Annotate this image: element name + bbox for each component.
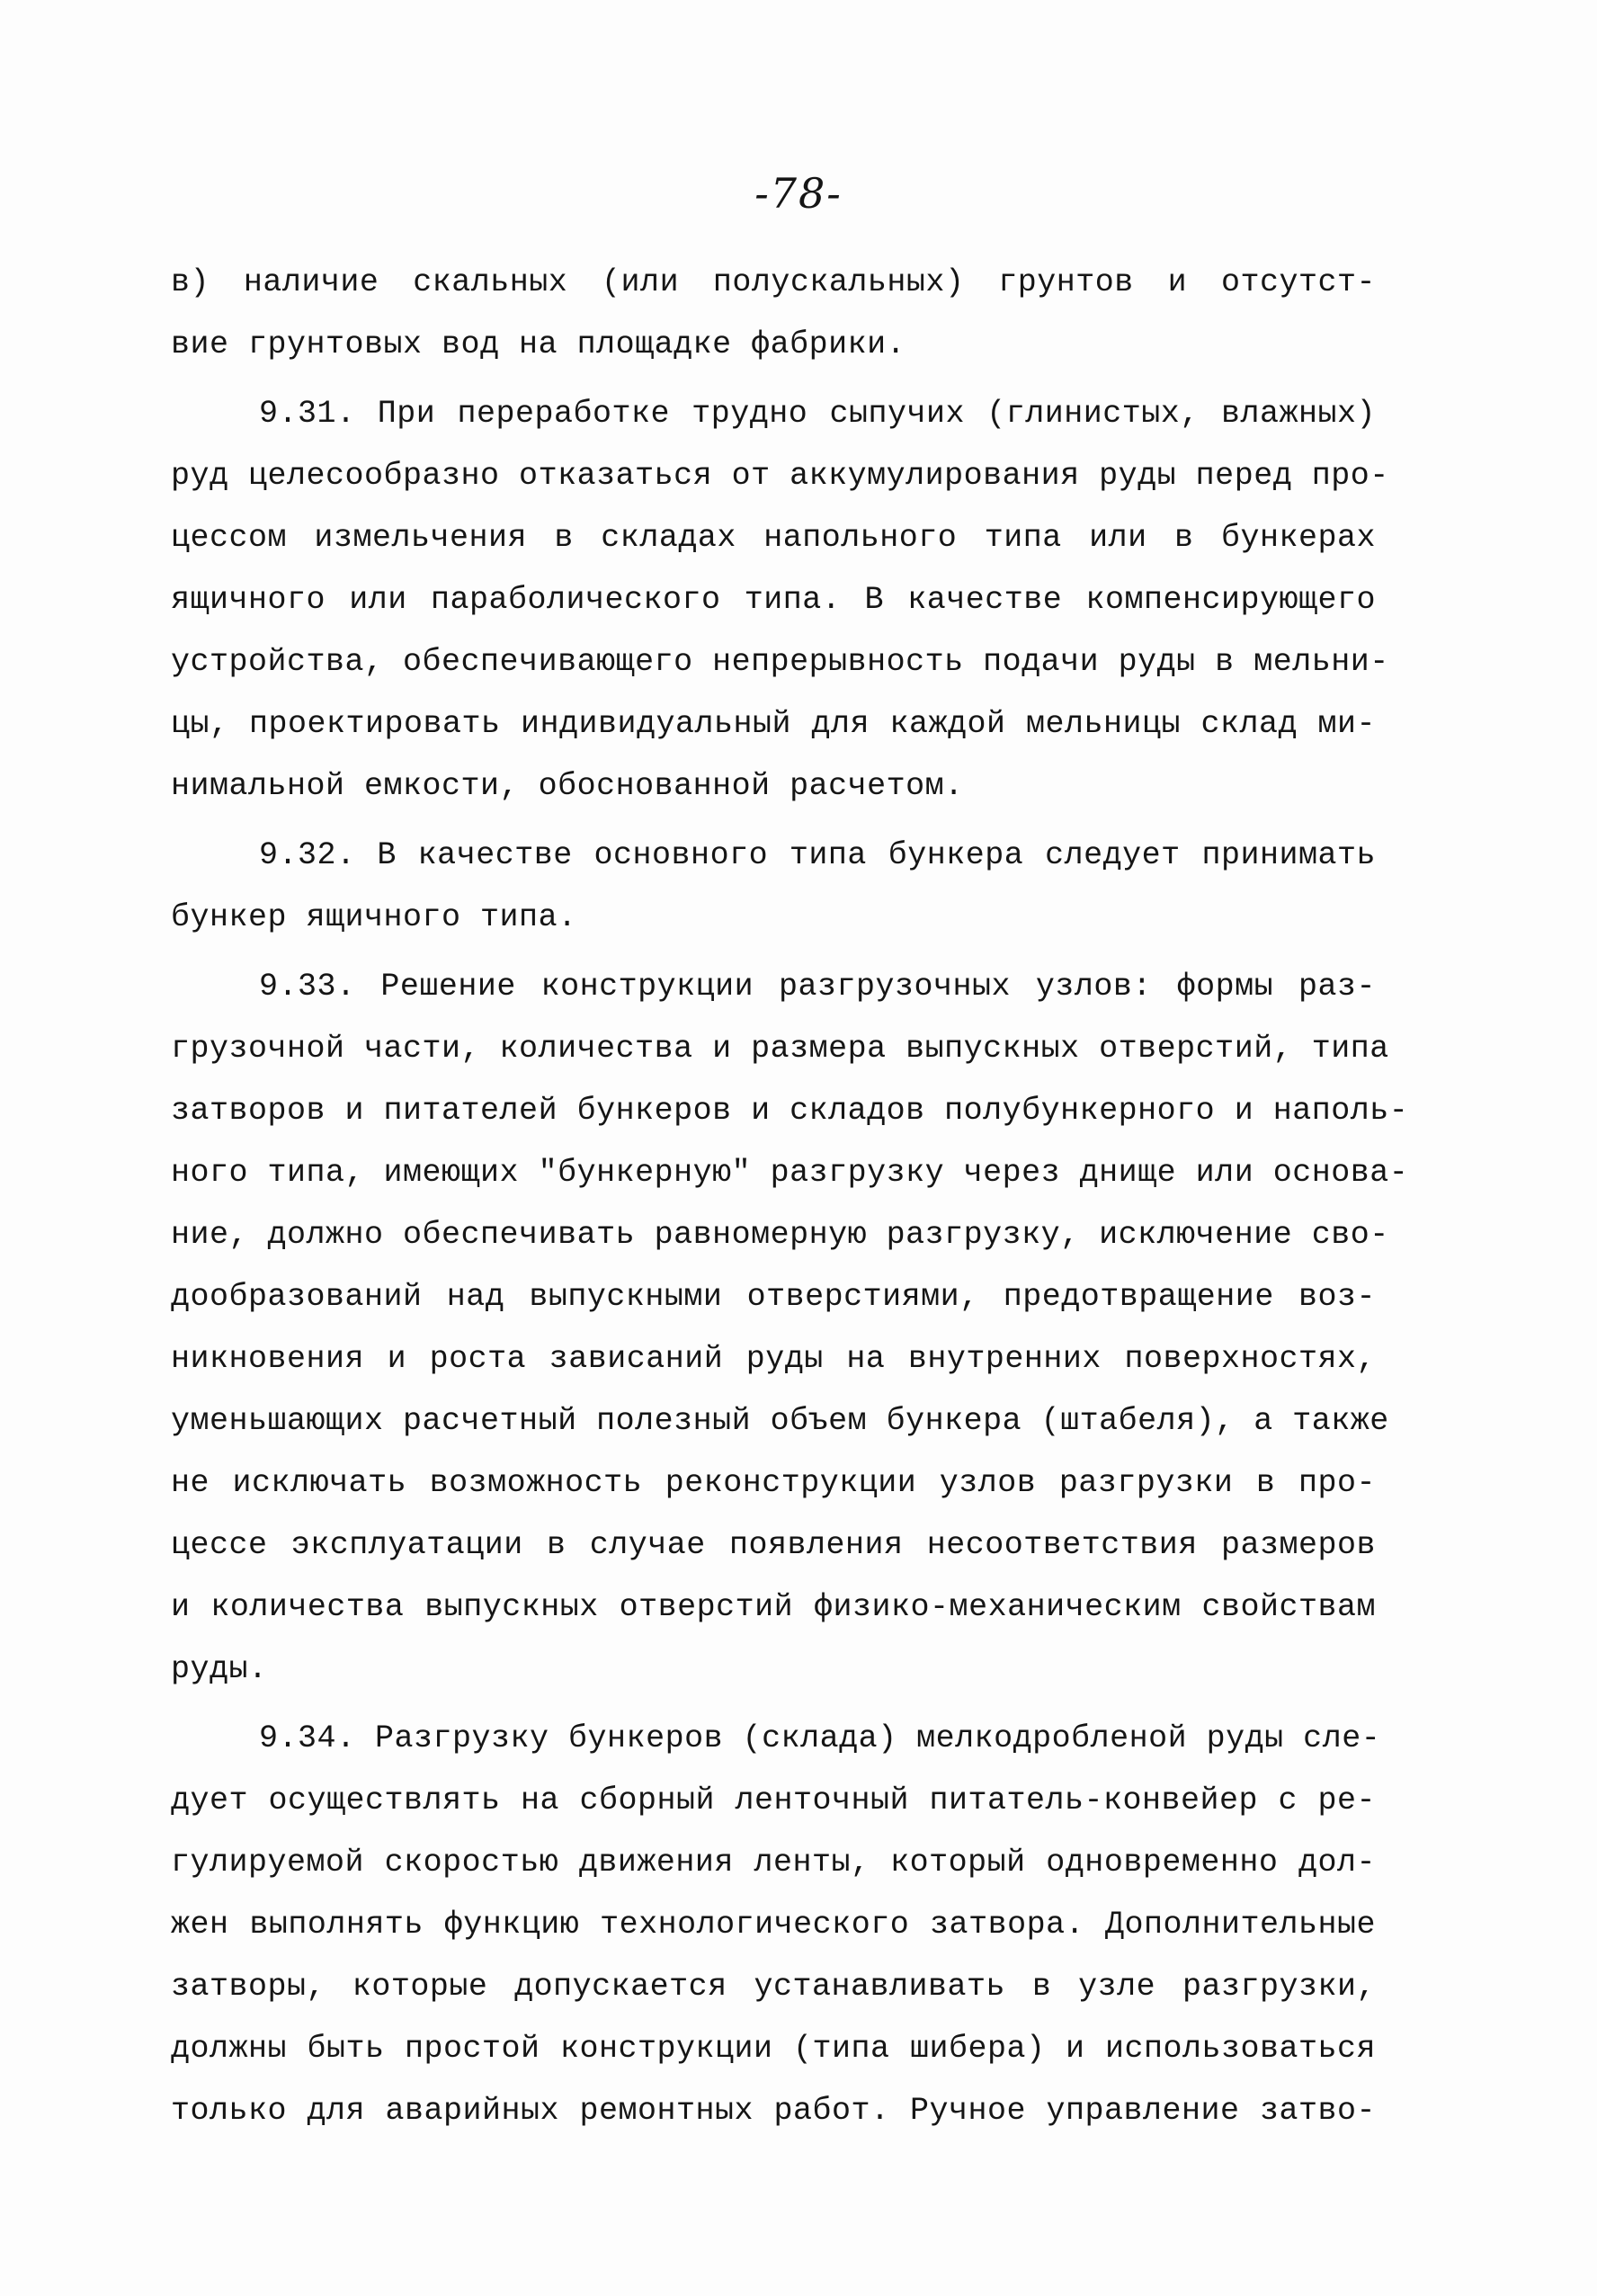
text-line: цессом измельчения в складах напольного типа или в бункерах — [171, 520, 1376, 556]
text-line: ящичного или параболического типа. В качестве компенсирующего — [171, 582, 1376, 618]
text-line: 9.31. При переработке трудно сыпучих (глинистых, влажных) — [259, 396, 1376, 432]
body-text — [171, 252, 1409, 2142]
text-line: 9.34. Разгрузку бункеров (склада) мелкодробленой руды сле- — [259, 1720, 1381, 1756]
text-line: и количества выпускных отверстий физико-механическим свойствам — [171, 1589, 1376, 1625]
text-line: только для аварийных ремонтных работ. Ручное управление затво- — [171, 2093, 1376, 2129]
text-line: 9.32. В качестве основного типа бункера следует принимать — [259, 837, 1376, 873]
text-line: цы, проектировать индивидуальный для каждой мельницы склад ми- — [171, 706, 1376, 742]
text-line: ние, должно обеспечивать равномерную разгрузку, исключение сво- — [171, 1217, 1389, 1253]
text-line: уменьшающих расчетный полезный объем бункера (штабеля), а также — [171, 1403, 1389, 1439]
text-line: вие грунтовых вод на площадке фабрики. — [171, 326, 906, 362]
text-line: руды. — [171, 1651, 268, 1687]
text-line: не исключать возможность реконструкции узлов разгрузки в про- — [171, 1465, 1376, 1501]
text-line: цессе эксплуатации в случае появления несоответствия размеров — [171, 1527, 1376, 1563]
text-line: жен выполнять функцию технологического затвора. Дополнительные — [171, 1907, 1376, 1943]
text-line: гулируемой скоростью движения ленты, который одновременно дол- — [171, 1845, 1376, 1881]
text-line: в) наличие скальных (или полускальных) грунтов и отсутст- — [171, 264, 1376, 300]
text-line: руд целесообразно отказаться от аккумулирования руды перед про- — [171, 458, 1389, 494]
text-line: устройства, обеспечивающего непрерывность подачи руды в мельни- — [171, 644, 1389, 680]
text-line: нимальной емкости, обоснованной расчетом. — [171, 768, 964, 804]
text-line: ного типа, имеющих "бункерную" разгрузку через днище или основа- — [171, 1155, 1409, 1191]
text-line: бункер ящичного типа. — [171, 899, 577, 935]
text-line: должны быть простой конструкции (типа шибера) и использоваться — [171, 2031, 1376, 2067]
text-line: затворы, которые допускается устанавливать в узле разгрузки, — [171, 1969, 1376, 2005]
text-line: дообразований над выпускными отверстиями, предотвращение воз- — [171, 1279, 1376, 1315]
text-line: затворов и питателей бункеров и складов полубункерного и наполь- — [171, 1093, 1409, 1129]
text-line: 9.33. Решение конструкции разгрузочных узлов: формы раз- — [259, 969, 1376, 1005]
page-number: -78- — [754, 169, 843, 218]
text-line: дует осуществлять на сборный ленточный питатель-конвейер с ре- — [171, 1782, 1376, 1818]
text-line: грузочной части, количества и размера выпускных отверстий, типа — [171, 1031, 1389, 1067]
text-line: никновения и роста зависаний руды на внутренних поверхностях, — [171, 1341, 1376, 1377]
